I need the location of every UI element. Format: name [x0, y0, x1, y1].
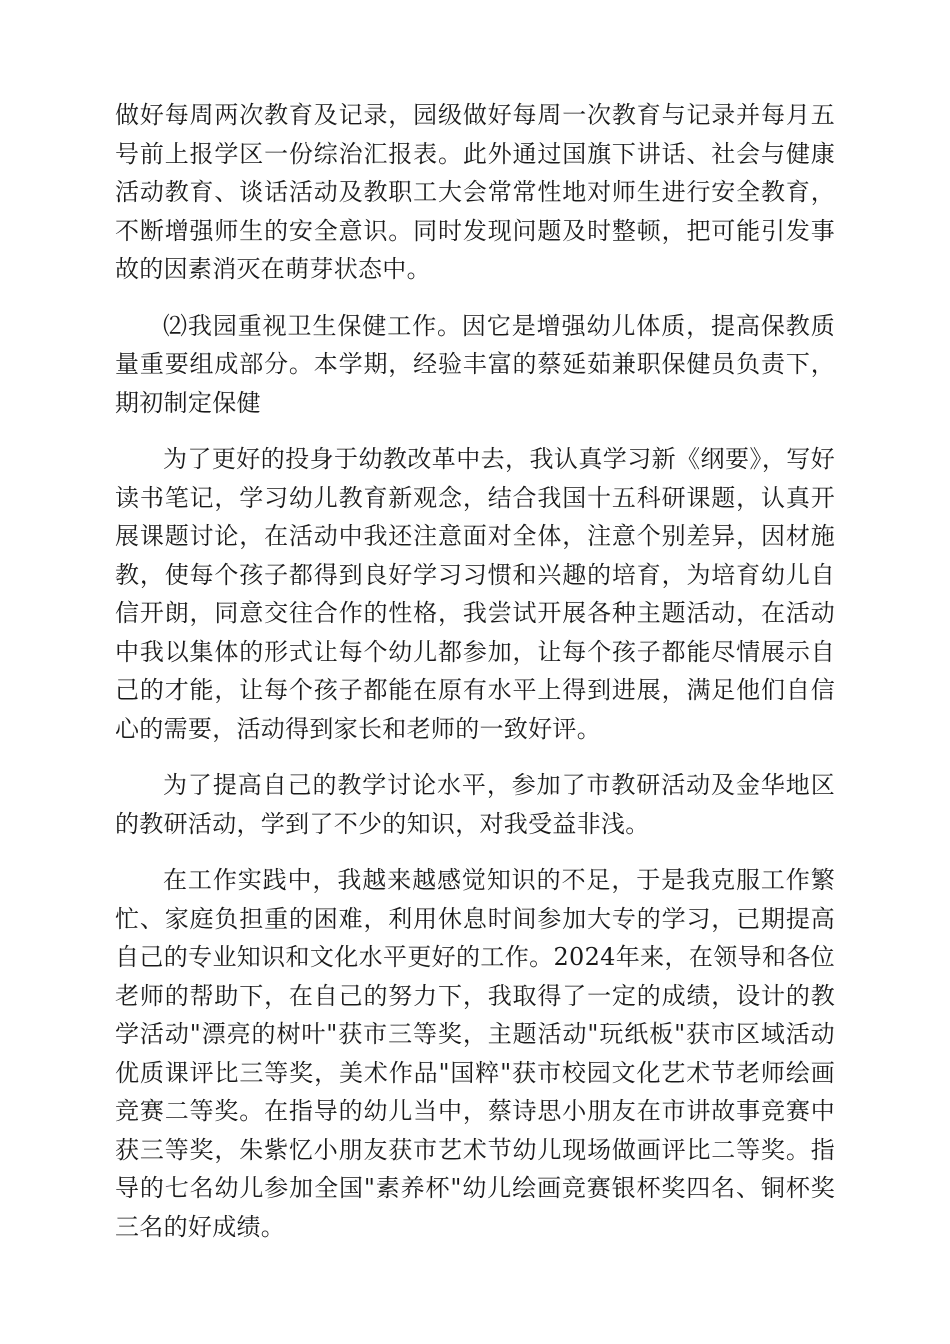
paragraph-safety-education: 做好每周两次教育及记录，园级做好每周一次教育与记录并每月五号前上报学区一份综治汇报表。此外通过国旗下讲话、社会与健康活动教育、谈话活动及教职工大会常常性地对师生进行安全教育，不断增强师生的安全意识。同时发现问题及时整顿，把可能引发事故的因素消灭在萌芽状态中。 — [115, 101, 835, 283]
paragraph-education-reform: 为了更好的投身于幼教改革中去，我认真学习新《纲要》，写好读书笔记，学习幼儿教育新观念，结合我国十五科研课题，认真开展课题讨论，在活动中我还注意面对全体，注意个别差异，因材施教，使每个孩子都得到良好学习习惯和兴趣的培育，为培育幼儿自信开朗，同意交往合作的性格，我尝试开展各种主题活动，在活动中我以集体的形式让每个幼儿都参加，让每个孩子都能尽情展示自己的才能，让每个孩子都能在原有水平上得到进展，满足他们自信心的需要，活动得到家长和老师的一致好评。 — [115, 445, 835, 743]
paragraph-achievements: 在工作实践中，我越来越感觉知识的不足，于是我克服工作繁忙、家庭负担重的困难，利用休息时间参加大专的学习，已期提高自己的专业知识和文化水平更好的工作。2024年来，在领导和各位老师的帮助下，在自己的努力下，我取得了一定的成绩，设计的教学活动"漂亮的树叶"获市三等奖，主题活动"玩纸板"获市区域活动优质课评比三等奖，美术作品"国粹"获市校园文化艺术节老师绘画竞赛二等奖。在指导的幼儿当中，蔡诗思小朋友在市讲故事竞赛中获三等奖，朱紫忆小朋友获市艺术节幼儿现场做画评比二等奖。指导的七名幼儿参加全国"素养杯"幼儿绘画竞赛银杯奖四名、铜杯奖三名的好成绩。 — [115, 866, 835, 1241]
document-page — [115, 96, 835, 1264]
paragraph-teaching-research: 为了提高自己的教学讨论水平，参加了市教研活动及金华地区的教研活动，学到了不少的知识，对我受益非浅。 — [115, 771, 835, 838]
paragraph-health-care: ⑵我园重视卫生保健工作。因它是增强幼儿体质，提高保教质量重要组成部分。本学期，经验丰富的蔡延茹兼职保健员负责下，期初制定保健 — [115, 311, 835, 417]
